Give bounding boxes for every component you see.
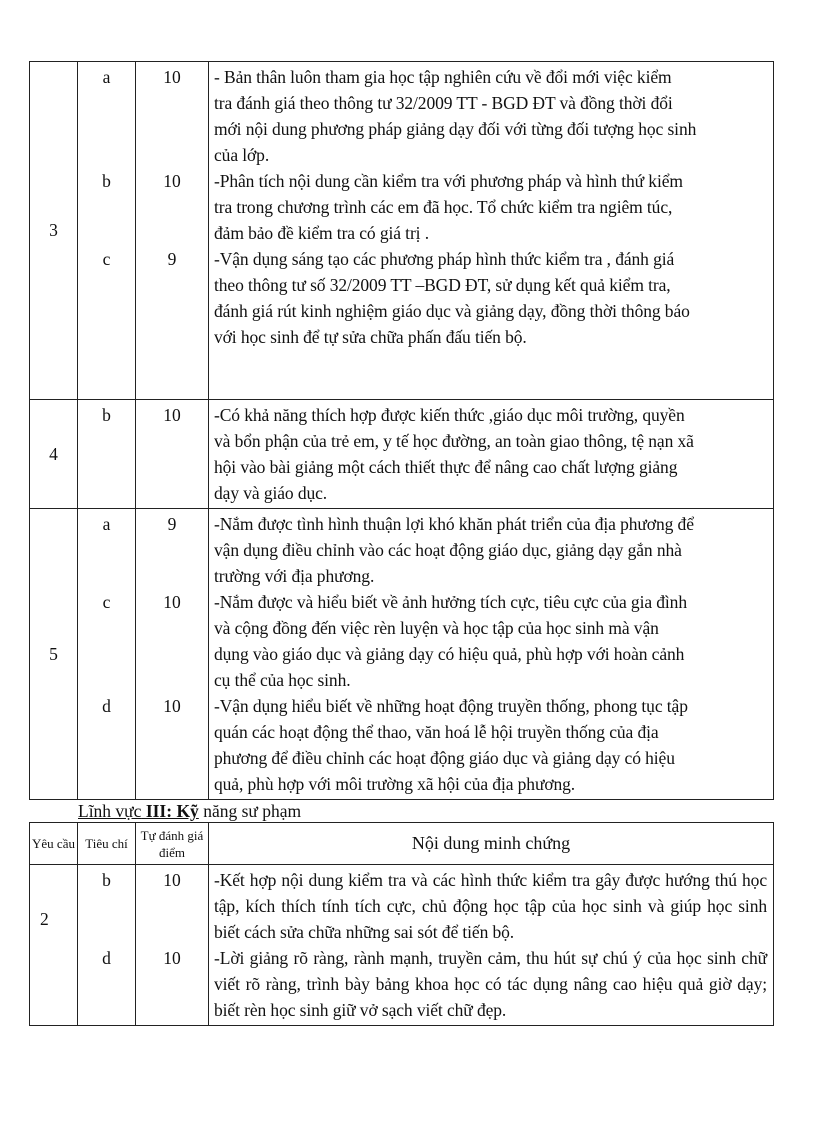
score-cell xyxy=(136,865,209,1026)
criterion: d xyxy=(102,696,111,716)
content-line: và cộng đồng đến việc rèn luyện và học tập của học sinh mà vận xyxy=(214,618,659,638)
content-line: đánh giá rút kinh nghiệm giáo dục và giảng dạy, đồng thời thông báo xyxy=(214,301,690,321)
section-title-rest: năng sư phạm xyxy=(198,801,302,821)
requirement-number: 5 xyxy=(30,509,78,800)
criterion: c xyxy=(102,249,111,269)
score: 9 xyxy=(167,249,177,269)
score: 10 xyxy=(163,948,181,968)
content-line: theo thông tư số 32/2009 TT –BGD ĐT, sử dụng kết quả kiểm tra, xyxy=(214,275,671,295)
score: 10 xyxy=(163,696,181,716)
content-line: -Vận dụng hiểu biết về những hoạt động truyền thống, phong tục tập xyxy=(214,696,688,716)
content-line: tra đánh giá theo thông tư 32/2009 TT - BGD ĐT và đồng thời đổi xyxy=(214,93,673,113)
score-cell xyxy=(136,62,209,400)
criterion: b xyxy=(102,405,111,425)
criterion: b xyxy=(102,870,111,890)
criterion: c xyxy=(102,592,111,612)
requirement-number: 3 xyxy=(30,62,78,400)
criteria-cell xyxy=(78,62,136,400)
requirement-number xyxy=(30,865,78,1026)
content-line: đảm bảo đề kiểm tra có giá trị . xyxy=(214,223,429,243)
content-line: hội vào bài giảng một cách thiết thực để nâng cao chất lượng giảng xyxy=(214,457,678,477)
content-line: với học sinh để tự sửa chữa phấn đấu tiến bộ. xyxy=(214,327,527,347)
content-line: cụ thể của học sinh. xyxy=(214,670,351,690)
content-line: quả, phù hợp với môi trường xã hội của địa phương. xyxy=(214,774,576,794)
content-line: dạy và giáo dục. xyxy=(214,483,328,503)
content-line: -Nắm được tình hình thuận lợi khó khăn phát triển của địa phương để xyxy=(214,514,694,534)
content-line: của lớp. xyxy=(214,145,270,165)
evidence-content xyxy=(209,865,774,1026)
score-cell xyxy=(136,509,209,800)
evidence-table-2 xyxy=(29,822,774,1026)
content-line: vận dụng điều chỉnh vào các hoạt động giáo dục, giảng dạy gắn nhà xyxy=(214,540,682,560)
criteria-cell xyxy=(78,865,136,1026)
requirement-value: 2 xyxy=(40,908,49,929)
content-line: dụng vào giáo dục và giảng dạy có hiệu quả, phù hợp với hoàn cảnh xyxy=(214,644,685,664)
content-line: -Có khả năng thích hợp được kiến thức ,giáo dục môi trường, quyền xyxy=(214,405,685,425)
content-paragraph: -Kết hợp nội dung kiểm tra và các hình thức kiểm tra gây được hướng thú học tập, kích thích tính tích cực, chủ động học tập của học sinh và giúp học sinh biết cách sửa chữa những sai sót để tiến bộ. xyxy=(214,870,767,942)
score: 10 xyxy=(163,67,181,87)
content-line: phương để điều chỉnh các hoạt động giáo dục và giảng dạy có hiệu xyxy=(214,748,675,768)
section-title-number: III: Kỹ xyxy=(141,801,199,821)
score: 10 xyxy=(163,870,181,890)
score: 9 xyxy=(167,514,177,534)
content-line: -Nắm được và hiểu biết về ảnh hưởng tích cực, tiêu cực của gia đình xyxy=(214,592,687,612)
content-line: tra trong chương trình các em đã học. Tổ chức kiểm tra ngiêm túc, xyxy=(214,197,673,217)
evidence-content xyxy=(209,400,774,509)
content-line: -Vận dụng sáng tạo các phương pháp hình thức kiểm tra , đánh giá xyxy=(214,249,675,269)
score: 10 xyxy=(163,171,181,191)
table-row xyxy=(30,509,774,800)
table-row xyxy=(30,400,774,509)
content-line: trường với địa phương. xyxy=(214,566,375,586)
score: 10 xyxy=(163,405,181,425)
evidence-content xyxy=(209,62,774,400)
content-line: mới nội dung phương pháp giảng dạy đối với từng đối tượng học sinh xyxy=(214,119,697,139)
header-evidence-content: Nội dung minh chứng xyxy=(209,823,774,865)
table-row xyxy=(30,62,774,400)
requirement-number: 4 xyxy=(30,400,78,509)
evidence-table-1 xyxy=(29,61,774,800)
evidence-content xyxy=(209,509,774,800)
criteria-cell xyxy=(78,509,136,800)
criterion: b xyxy=(102,171,111,191)
section-title xyxy=(78,800,301,822)
criterion: d xyxy=(102,948,111,968)
content-line: quán các hoạt động thể thao, văn hoá lễ hội truyền thống của địa xyxy=(214,722,659,742)
score-cell xyxy=(136,400,209,509)
content-line: và bổn phận của trẻ em, y tế học đường, an toàn giao thông, tệ nạn xã xyxy=(214,431,694,451)
content-line: - Bản thân luôn tham gia học tập nghiên cứu về đổi mới việc kiểm xyxy=(214,67,672,87)
content-paragraph: -Lời giảng rõ ràng, rành mạnh, truyền cảm, thu hút sự chú ý của học sinh chữ viết rõ ràng, trình bày bảng khoa học có tác dụng nâng cao hiệu quả giờ dạy; biết rèn học sinh giữ vở sạch viết chữ đẹp. xyxy=(214,948,767,1020)
criteria-cell xyxy=(78,400,136,509)
header-criterion: Tiêu chí xyxy=(78,823,136,865)
criterion: a xyxy=(102,67,111,87)
criterion: a xyxy=(102,514,111,534)
header-self-score: Tự đánh giá điểm xyxy=(136,823,209,865)
section-title-label: Lĩnh vực xyxy=(78,801,142,821)
score: 10 xyxy=(163,592,181,612)
content-line: -Phân tích nội dung cần kiểm tra với phương pháp và hình thứ kiểm xyxy=(214,171,683,191)
table-row xyxy=(30,865,774,1026)
header-requirement: Yêu cầu xyxy=(30,823,78,865)
table-header-row xyxy=(30,823,774,865)
